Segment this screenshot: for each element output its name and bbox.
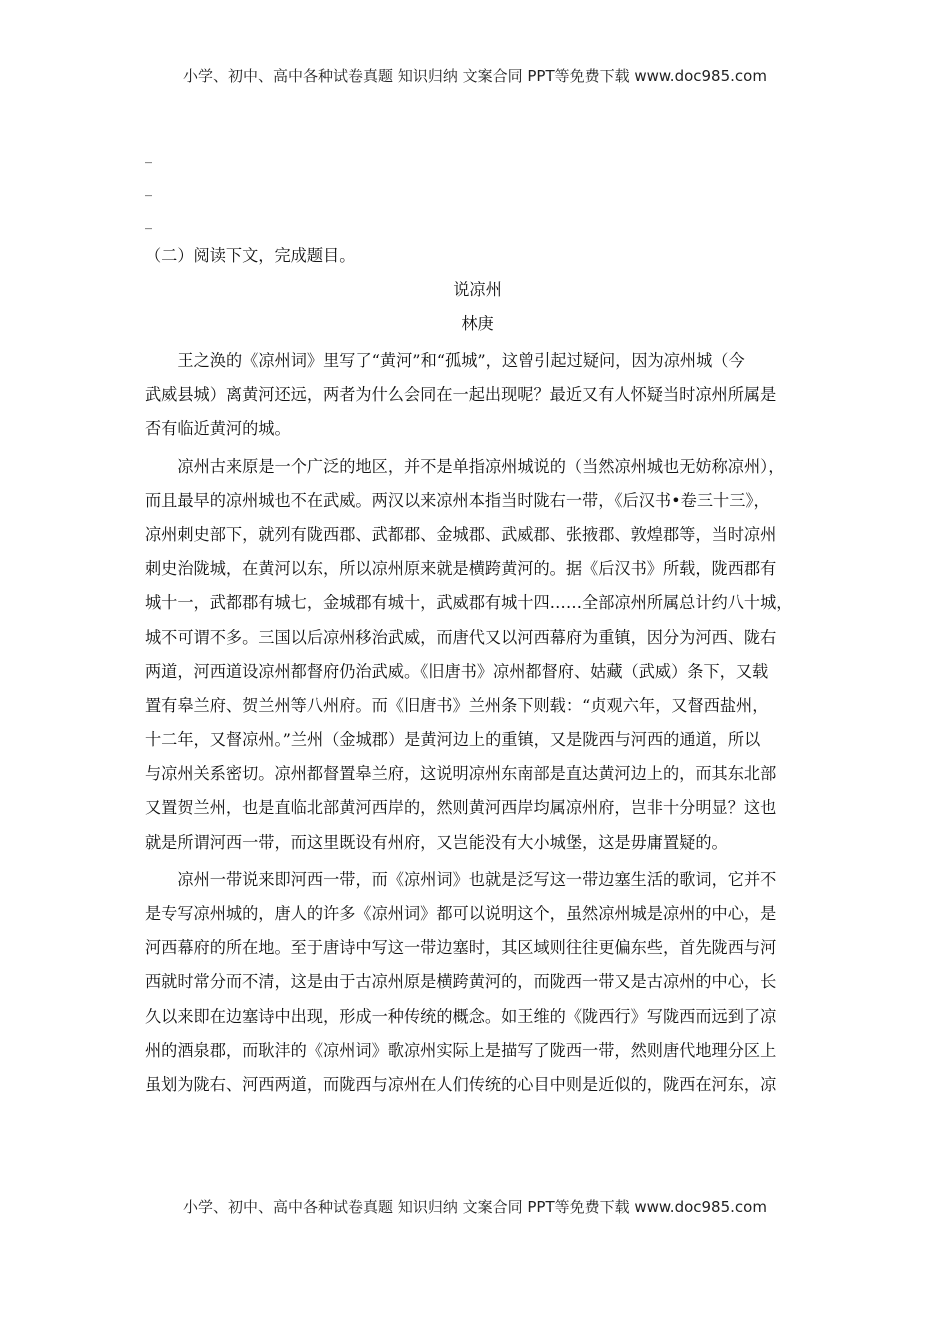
paragraph-line: 两道，河西道设凉州都督府仍治武威。《旧唐书》凉州都督府、姑藏（武威）条下，又载 [145, 661, 769, 681]
paragraph-line: 凉州古来原是一个广泛的地区，并不是单指凉州城说的（当然凉州城也无妨称凉州）， [177, 456, 785, 476]
paragraph-line: 凉州刺史部下，就列有陇西郡、武都郡、金城郡、武威郡、张掖郡、敦煌郡等，当时凉州 [145, 524, 777, 544]
paragraph-line: 武威县城）离黄河还远，两者为什么会同在一起出现呢？最近又有人怀疑当时凉州所属是 [145, 385, 777, 405]
paragraph-line: 刺史治陇城，在黄河以东，所以凉州原来就是横跨黄河的。据《后汉书》所载，陇西郡有 [145, 559, 777, 579]
paragraph-line: 就是所谓河西一带，而这里既设有州府，又岂能没有大小城堡，这是毋庸置疑的。 [145, 832, 728, 852]
paragraph-line: 王之涣的《凉州词》里写了“黄河”和“孤城”，这曾引起过疑问，因为凉州城（今 [177, 351, 745, 370]
paragraph-line: 十二年，又督凉州。”兰州（金城郡）是黄河边上的重镇，又是陇西与河西的通道，所以 [145, 730, 761, 750]
paragraph-line: 是专写凉州城的，唐人的许多《凉州词》都可以说明这个，虽然凉州城是凉州的中心，是 [145, 904, 777, 923]
paragraph-line: 置有皋兰府、贺兰州等八州府。而《旧唐书》兰州条下则载：“贞观六年，又督西盐州， [145, 695, 769, 715]
answer-blank: _ [145, 214, 152, 230]
article-title: 说凉州 [453, 280, 502, 299]
paragraph-line: 州的酒泉郡，而耿沣的《凉州词》歌凉州实际上是描写了陇西一带，然则唐代地理分区上 [145, 1040, 777, 1060]
paragraph-line: 西就时常分而不清，这是由于古凉州原是横跨黄河的，而陇西一带又是古凉州的中心，长 [145, 972, 777, 992]
paragraph-line: 而且最早的凉州城也不在武威。两汉以来凉州本指当时陇右一带，《后汉书•卷三十三》， [145, 490, 770, 510]
paragraph-line: 城不可谓不多。三国以后凉州移治武威，而唐代又以河西幕府为重镇，因分为河西、陇右 [145, 627, 777, 647]
paragraph-line: 城十一，武都郡有城七，金城郡有城十，武威郡有城十四……全部凉州所属总计约八十城， [145, 593, 793, 613]
answer-blank: _ [145, 148, 152, 164]
article-paragraph [145, 863, 810, 1102]
section-heading: （二）阅读下文，完成题目。 [145, 246, 356, 265]
article-paragraphs [145, 344, 810, 1102]
paragraph-line: 又置贺兰州，也是直临北部黄河西岸的，然则黄河西岸均属凉州府，岂非十分明显？这也 [145, 798, 777, 818]
article-paragraph [145, 344, 810, 447]
article-paragraph [145, 450, 810, 860]
answer-blank: _ [145, 181, 152, 197]
paragraph-line: 河西幕府的所在地。至于唐诗中写这一带边塞时，其区域则往往更偏东些，首先陇西与河 [145, 938, 777, 958]
document-body [145, 140, 810, 1102]
paragraph-line: 久以来即在边塞诗中出现，形成一种传统的概念。如王维的《陇西行》写陇西而远到了凉 [145, 1006, 777, 1026]
paragraph-line: 否有临近黄河的城。 [145, 419, 291, 439]
footer-banner: 小学、初中、高中各种试卷真题 知识归纳 文案合同 PPT等免费下载 www.doc985.com [183, 1198, 767, 1216]
paragraph-line: 与凉州关系密切。凉州都督置皋兰府，这说明凉州东南部是直达黄河边上的，而其东北部 [145, 764, 777, 784]
header-banner: 小学、初中、高中各种试卷真题 知识归纳 文案合同 PPT等免费下载 www.doc985.com [183, 67, 767, 85]
article-author: 林庚 [461, 314, 494, 333]
paragraph-line: 凉州一带说来即河西一带，而《凉州词》也就是泛写这一带边塞生活的歌词，它并不 [177, 869, 777, 889]
paragraph-line: 虽划为陇右、河西两道，而陇西与凉州在人们传统的心目中则是近似的，陇西在河东，凉 [145, 1074, 777, 1094]
